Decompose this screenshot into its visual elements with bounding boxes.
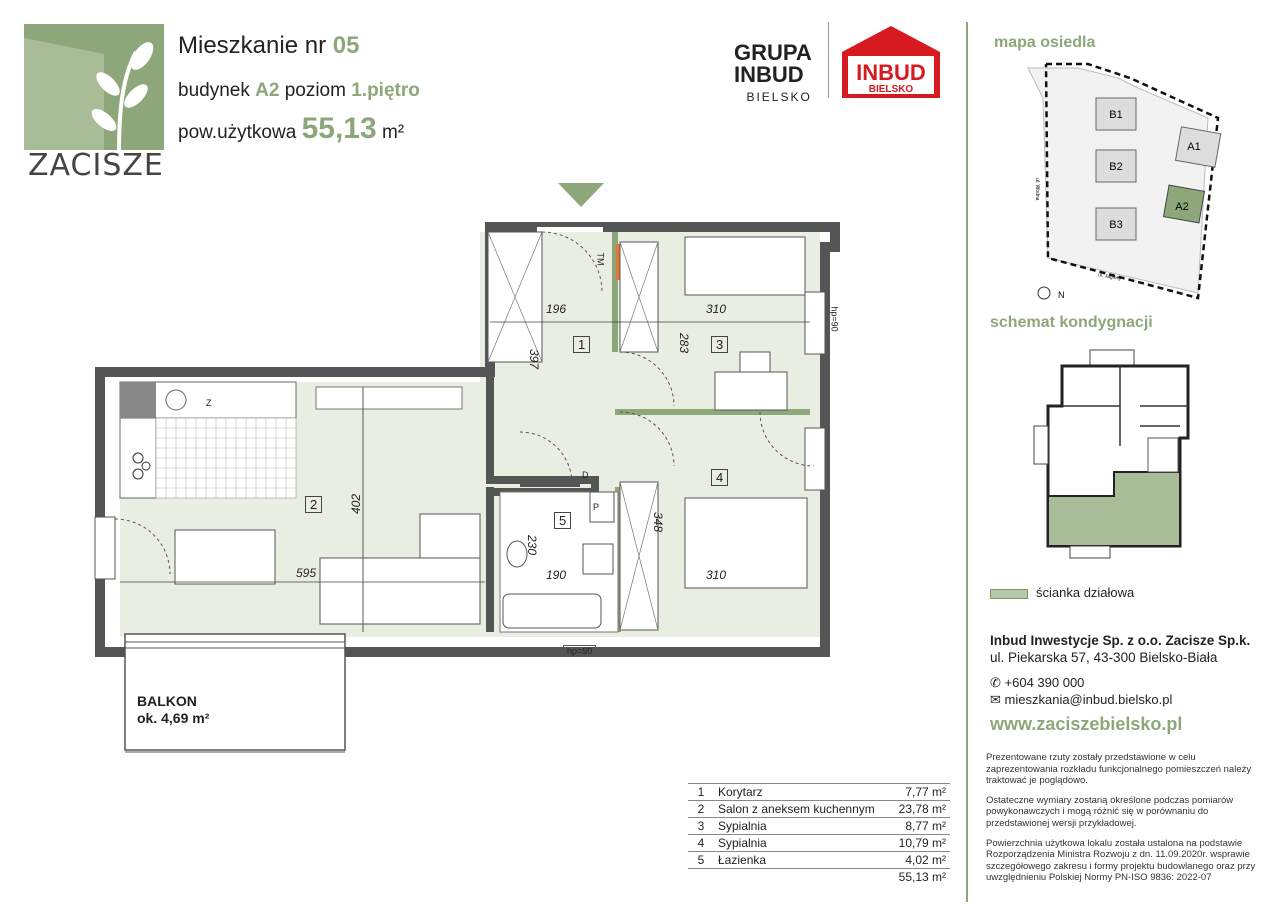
area-label: pow.użytkowa: [178, 122, 297, 143]
rooms-cell-name: Sypialnia: [714, 818, 891, 835]
rooms-table-row: [688, 835, 950, 852]
rooms-cell-area: 23,78 m²: [891, 801, 950, 818]
map-a1: A1: [1187, 141, 1201, 153]
email-icon: ✉: [990, 692, 1001, 707]
zacisze-logo-mark: [24, 24, 164, 150]
apartment-label: Mieszkanie nr: [178, 32, 327, 59]
room-2-label: 2: [305, 496, 322, 513]
window-height-bottom: hp=90: [563, 645, 596, 657]
email-address[interactable]: mieszkania@inbud.bielsko.pl: [1004, 692, 1173, 707]
rooms-cell-no: 5: [688, 852, 714, 869]
rooms-cell-no: 3: [688, 818, 714, 835]
estate-map: [1018, 58, 1230, 310]
rooms-cell-name: Sypialnia: [714, 835, 891, 852]
level-value: 1.piętro: [351, 80, 420, 101]
company-block: [990, 632, 1250, 666]
dim-230: 230: [525, 534, 540, 556]
dim-348: 348: [651, 511, 666, 533]
balcony-outline: [125, 634, 345, 750]
rooms-cell-name: Łazienka: [714, 852, 891, 869]
rooms-cell-area: 8,77 m²: [891, 818, 950, 835]
disclaimer-2: Ostateczne wymiary zostaną określone podczas pomiarów powykonawczych i mogą różnić się w porównaniu do przedstawionej wersji przykładowej.: [986, 794, 1234, 829]
disclaimer: [986, 752, 1256, 892]
rooms-cell-name: Korytarz: [714, 784, 891, 801]
rooms-cell-no: 4: [688, 835, 714, 852]
apartment-number: 05: [332, 32, 360, 59]
building-value: A2: [255, 80, 280, 101]
inbud-badge: [836, 22, 946, 105]
phone-icon: ✆: [990, 675, 1001, 690]
dim-283: 283: [677, 332, 692, 354]
floor-plan: [80, 222, 850, 762]
building-level-line: [178, 80, 420, 102]
rooms-cell-name: Salon z aneksem kuchennym: [714, 801, 891, 818]
grupa-inbud-logo: [734, 42, 812, 108]
dim-310-bottom: 310: [706, 568, 727, 582]
room-4-label: 4: [711, 469, 728, 486]
disclaimer-1: Prezentowane rzuty zostały przedstawione w celu zaprezentowania rozkładu funkcjonalnego pomieszczeń należy traktować je poglądowo.: [986, 752, 1252, 787]
apartment-title: [178, 32, 359, 60]
inbud-badge-top: INBUD: [856, 60, 926, 85]
contact-block: [990, 674, 1172, 708]
map-b1: B1: [1109, 109, 1123, 121]
balcony-area: ok. 4,69 m²: [137, 710, 210, 726]
map-title: mapa osiedla: [994, 34, 1096, 51]
balcony-label: [137, 693, 209, 727]
rooms-cell-no: 2: [688, 801, 714, 818]
website-link[interactable]: www.zaciszebielsko.pl: [990, 714, 1183, 734]
washer-label: P: [593, 502, 600, 512]
dim-402: 402: [349, 493, 364, 515]
dim-190: 190: [546, 568, 567, 582]
map-b2: B2: [1109, 161, 1123, 173]
phone-number[interactable]: +604 390 000: [1004, 675, 1085, 690]
inbud-badge-bottom: BIELSKO: [868, 84, 914, 95]
floor-scheme: [1030, 346, 1210, 562]
fridge-label: Z: [206, 398, 212, 408]
map-north: N: [1058, 290, 1065, 300]
rooms-table-row: [688, 801, 950, 818]
logo-divider: [828, 22, 829, 98]
disclaimer-3: Powierzchnia użytkowa lokalu została ustalona na podstawie Rozporządzenia Ministra Rozwoju z dn. 11.09.2020r. wsprawie szczegółowego zakresu i formy projektu budowlanego oraz przy uwzględnieniu Polskiej Normy PN-ISO 9836: 2022-07: [986, 837, 1256, 884]
rooms-table-row: [688, 818, 950, 835]
rooms-total: 55,13 m²: [898, 870, 946, 884]
rooms-table-row: [688, 784, 950, 801]
area-value: 55,13: [301, 112, 377, 145]
rooms-cell-no: 1: [688, 784, 714, 801]
grupa-line3: BIELSKO: [746, 90, 812, 104]
area-unit: m²: [381, 122, 405, 143]
legend-swatch: [990, 589, 1028, 599]
rooms-cell-area: 7,77 m²: [891, 784, 950, 801]
entrance-arrow-icon: [558, 183, 604, 212]
legend-label: ścianka działowa: [1036, 585, 1135, 600]
map-street1: ul. Wodna: [1034, 178, 1040, 201]
scheme-title: schemat kondygnacji: [990, 314, 1153, 331]
grupa-line2: INBUD: [734, 62, 804, 87]
rooms-table: [688, 783, 950, 885]
dim-595: 595: [296, 566, 317, 580]
rooms-table-row: [688, 852, 950, 869]
company-address: ul. Piekarska 57, 43-300 Bielsko-Biała: [990, 650, 1218, 665]
area-line: [178, 112, 404, 146]
dim-196: 196: [546, 302, 567, 316]
grupa-line1: GRUPA: [734, 40, 812, 65]
rooms-cell-area: 4,02 m²: [891, 852, 950, 869]
map-street2: ul. Jagiełły: [1097, 272, 1122, 283]
balcony-name: BALKON: [137, 693, 197, 709]
rooms-cell-area: 10,79 m²: [891, 835, 950, 852]
room-3-label: 3: [711, 336, 728, 353]
dim-310-top: 310: [706, 302, 727, 316]
tm-label: TM: [595, 252, 606, 266]
dim-397: 397: [527, 348, 542, 370]
company-name: Inbud Inwestycje Sp. z o.o. Zacisze Sp.k.: [990, 633, 1251, 648]
zacisze-logo-text: ZACISZE: [28, 148, 164, 183]
room-5-label: 5: [554, 512, 571, 529]
sidebar-divider: [966, 22, 968, 902]
window-height-right: hp=90: [829, 306, 840, 332]
map-b3: B3: [1109, 219, 1123, 231]
building-label: budynek: [178, 80, 250, 101]
rooms-total-row: [688, 869, 950, 886]
room-1-label: 1: [573, 336, 590, 353]
map-a2: A2: [1175, 201, 1189, 213]
dryer-label: D: [582, 470, 589, 480]
leaf-icon: [24, 24, 164, 150]
level-label: poziom: [284, 80, 346, 101]
